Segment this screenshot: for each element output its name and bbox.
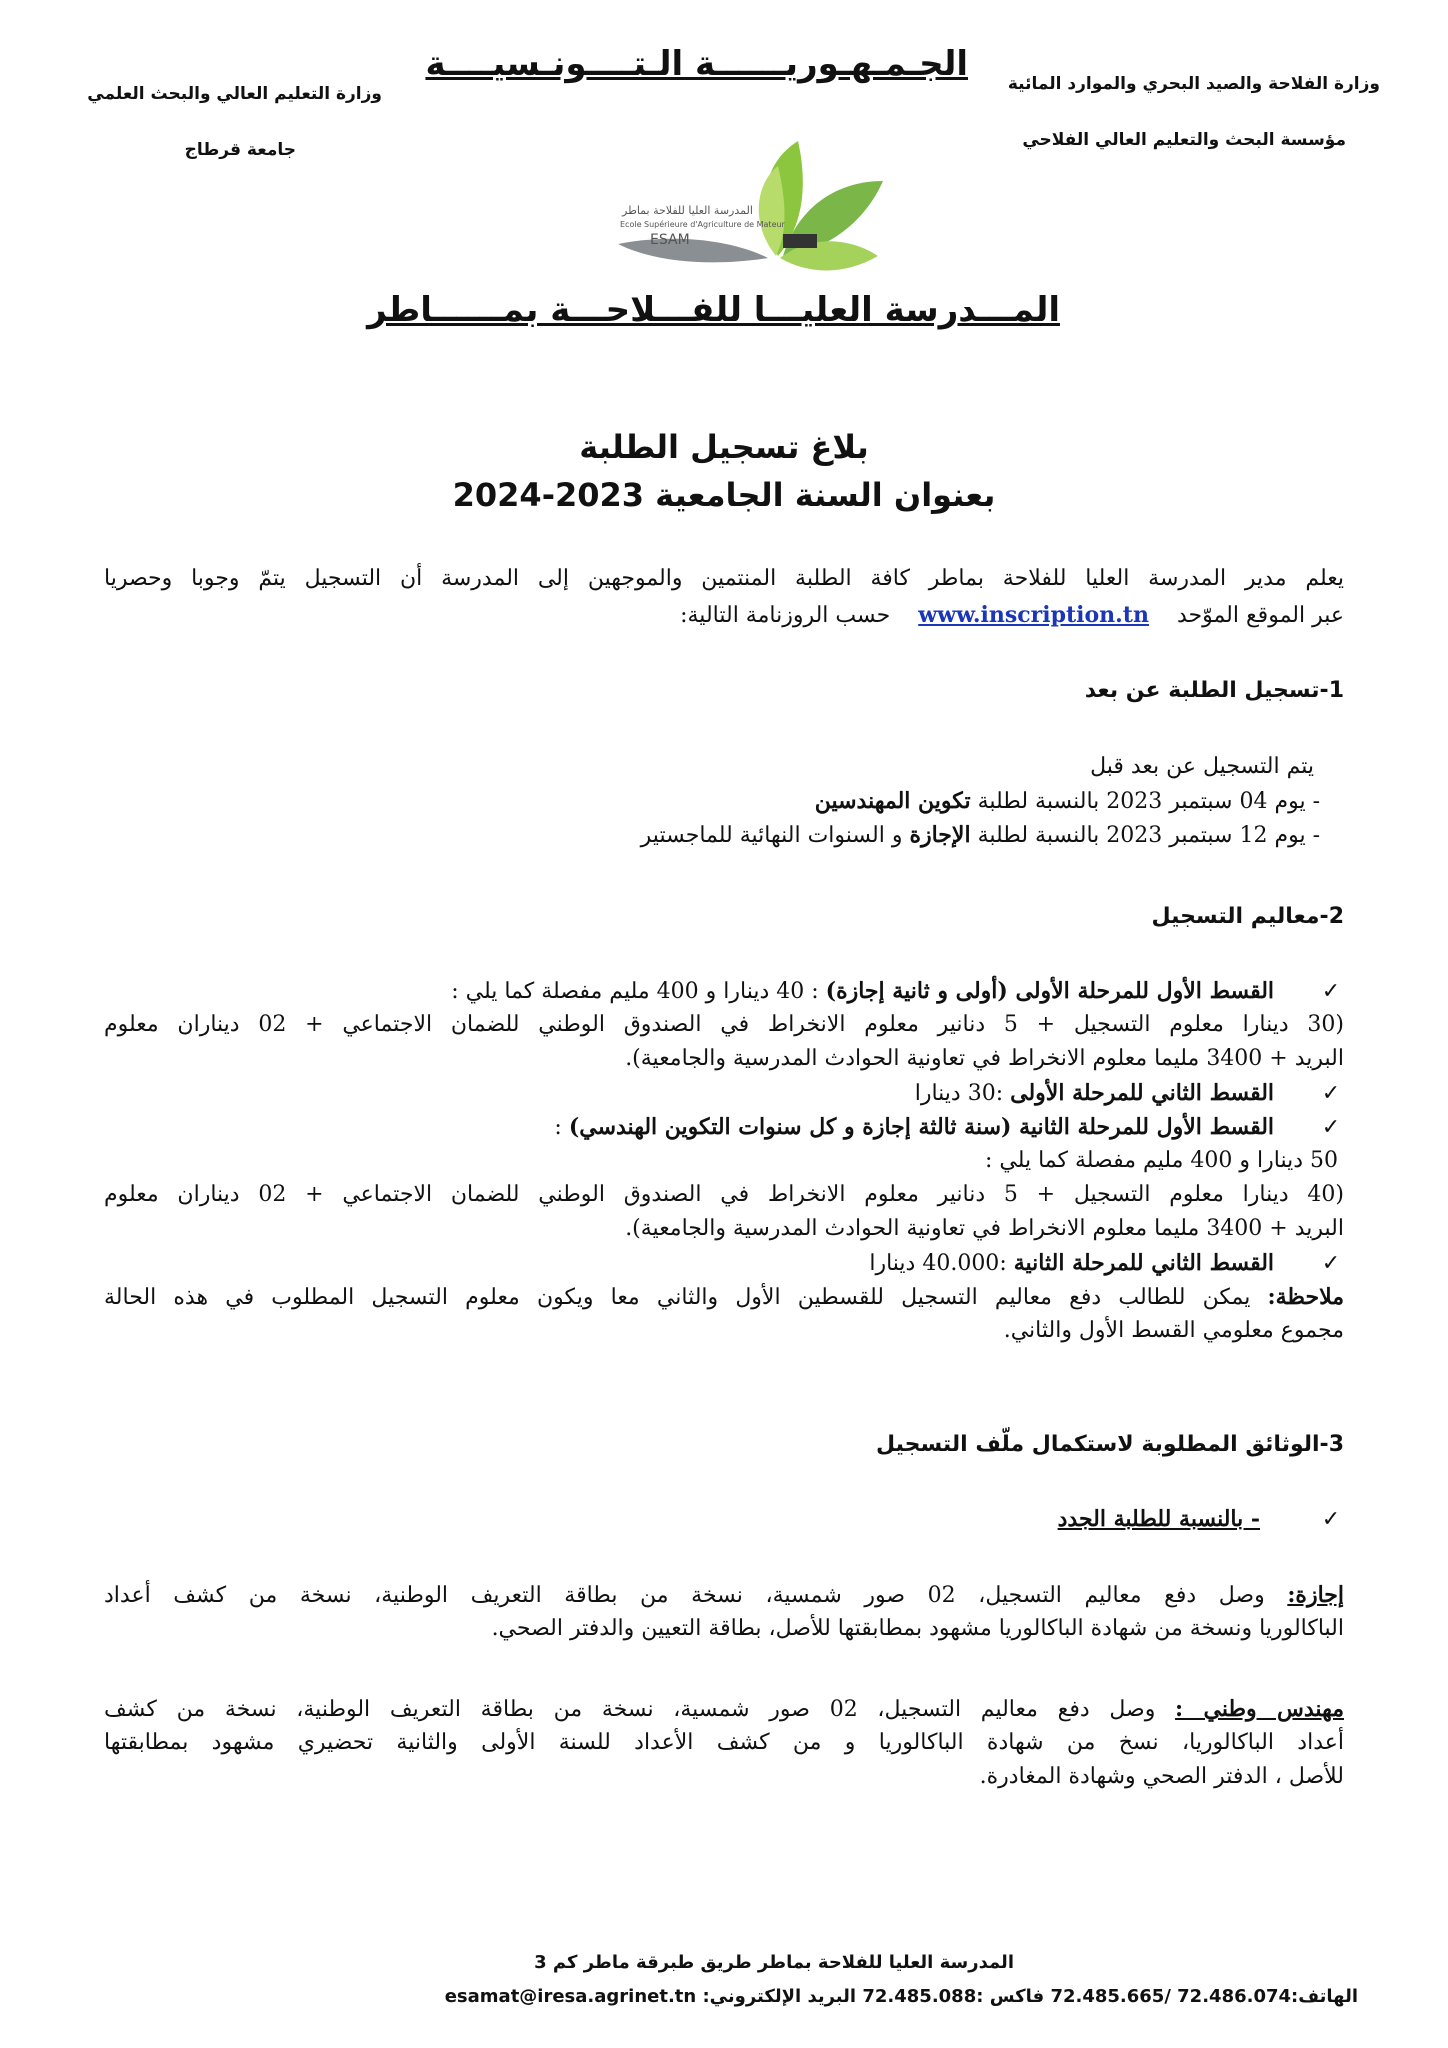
check-icon: ✓ — [1321, 1115, 1341, 1140]
inscription-link[interactable]: www.inscription.tn — [918, 602, 1149, 628]
item-1-bold: تكوين المهندسين — [814, 788, 971, 814]
installment-2 — [915, 1076, 1346, 1111]
republic-title: الجـمـهـوريــــــة الـتــــونـسيــــة — [425, 44, 968, 84]
installment-4-label: القسط الثاني للمرحلة الثانية — [1013, 1250, 1275, 1276]
intro-line-2 — [680, 598, 1344, 633]
engineer-line-3: للأصل ، الدفتر الصحي وشهادة المغادرة. — [979, 1764, 1344, 1789]
installment-3-detail-1: (40 دينارا معلوم التسجيل + 5 دنانير معلوم الانخراط في الصندوق الوطني للضمان الاجتماعي + 02 ديناران معلوم — [104, 1182, 1345, 1207]
installment-3-amount: 50 دينارا و 400 مليم مفصلة كما يلي : — [984, 1148, 1338, 1173]
school-logo — [608, 126, 908, 276]
licence-text-1: وصل دفع معاليم التسجيل، 02 صور شمسية، نسخة من بطاقة التعريف الوطنية، نسخة من كشف أعداد — [104, 1583, 1265, 1608]
section-2-heading: 2-معاليم التسجيل — [1151, 904, 1344, 929]
notice-title: بلاغ تسجيل الطلبة — [579, 428, 869, 466]
section-1-lead: يتم التسجيل عن بعد قبل — [1090, 754, 1314, 779]
check-icon: ✓ — [1321, 1081, 1341, 1106]
installment-3-detail-2: البريد + 3400 مليما معلوم الانخراط في تعاونية الحوادث المدرسية والجامعية). — [625, 1216, 1344, 1241]
section-1-item-1 — [815, 784, 1320, 819]
installment-2-amount: :30 دينارا — [914, 1081, 1004, 1106]
installment-1-amount: : 40 دينارا و 400 مليم مفصلة كما يلي : — [451, 979, 819, 1004]
check-icon: ✓ — [1321, 1251, 1341, 1276]
leaf-logo-icon — [608, 126, 908, 276]
engineer-line-2: أعداد الباكالوريا، نسخ من شهادة الباكالوريا و من كشف الأعداد للسنة الأولى والثانية تحضيري مشهود بمطابقتها — [104, 1730, 1344, 1755]
item-2-bold: الإجازة — [909, 822, 971, 848]
logo-text-ar: المدرسة العليا للفلاحة بماطر — [622, 204, 753, 217]
installment-1-detail-1: (30 دينارا معلوم التسجيل + 5 دنانير معلوم الانخراط في الصندوق الوطني للضمان الاجتماعي + 02 ديناران معلوم — [104, 1012, 1345, 1037]
logo-abbr: ESAM — [650, 232, 690, 248]
intro-text-b: حسب الروزنامة التالية: — [680, 603, 891, 628]
engineer-line-1 — [104, 1692, 1344, 1727]
licence-line-1 — [104, 1578, 1344, 1613]
footer-address: المدرسة العليا للفلاحة بماطر طريق طبرقة ماطر كم 3 — [534, 1952, 1014, 1973]
section-1-heading: 1-تسجيل الطلبة عن بعد — [1084, 678, 1344, 703]
installment-1-label: القسط الأول للمرحلة الأولى (أولى و ثانية إجازة) — [825, 978, 1275, 1004]
note-line-2: مجموع معلومي القسط الأول والثاني. — [1003, 1318, 1344, 1343]
item-2-text: - يوم 12 سبتمبر 2023 بالنسبة لطلبة — [977, 823, 1320, 848]
installment-1-detail-2: البريد + 3400 مليما معلوم الانخراط في تعاونية الحوادث المدرسية والجامعية). — [625, 1046, 1344, 1071]
licence-label: إجازة: — [1287, 1582, 1344, 1608]
school-title: المـــدرسة العليـــا للفـــلاحـــة بمــــــاطر — [367, 290, 1060, 330]
installment-3-colon: : — [554, 1115, 562, 1140]
section-1-item-2 — [641, 818, 1320, 853]
note-line-1 — [104, 1280, 1344, 1315]
logo-text-fr: Ecole Supérieure d'Agriculture de Mateur — [620, 220, 785, 229]
note-text: يمكن للطالب دفع معاليم التسجيل للقسطين الأول والثاني معا ويكون معلوم التسجيل المطلوب في هذه الحالة — [104, 1285, 1251, 1310]
installment-2-label: القسط الثاني للمرحلة الأولى — [1010, 1080, 1275, 1106]
installment-4 — [869, 1246, 1346, 1281]
check-icon: ✓ — [1321, 1507, 1341, 1532]
footer-contact: الهاتف:72.486.074 /72.485.665 فاكس :72.485.088 البريد الإلكتروني: esamat@iresa.agrinet.tn — [444, 1986, 1358, 2007]
section-3-heading: 3-الوثائق المطلوبة لاستكمال ملّف التسجيل — [876, 1432, 1344, 1457]
item-2-rest: و السنوات النهائية للماجستير — [640, 823, 903, 848]
installment-1 — [451, 974, 1346, 1009]
ministry-higher-education: وزارة التعليم العالي والبحث العلمي — [87, 84, 382, 104]
check-icon: ✓ — [1321, 979, 1341, 1004]
ministry-agriculture: وزارة الفلاحة والصيد البحري والموارد المائية — [1007, 74, 1380, 94]
university-label: جامعة قرطاج — [184, 140, 296, 160]
installment-3 — [554, 1110, 1346, 1145]
new-students-label: - بالنسبة للطلبة الجدد — [1057, 1506, 1261, 1532]
intro-line-1: يعلم مدير المدرسة العليا للفلاحة بماطر كافة الطلبة المنتمين والموجهين إلى المدرسة أن التسجيل يتمّ وجوبا وحصريا — [104, 566, 1344, 591]
item-1-text: - يوم 04 سبتمبر 2023 بالنسبة لطلبة — [977, 789, 1320, 814]
note-label: ملاحظة: — [1267, 1284, 1344, 1310]
notice-subtitle: بعنوان السنة الجامعية 2023-2024 — [452, 476, 996, 514]
intro-text-a: عبر الموقع الموّحد — [1176, 603, 1344, 628]
licence-line-2: الباكالوريا ونسخة من شهادة الباكالوريا مشهود بمطابقتها للأصل، بطاقة التعيين والدفتر الصحي. — [491, 1616, 1344, 1641]
engineer-label: مهندس وطني : — [1175, 1696, 1344, 1722]
iresa-label: مؤسسة البحث والتعليم العالي الفلاحي — [1022, 130, 1346, 150]
new-students-sub — [1058, 1502, 1346, 1537]
installment-3-label: القسط الأول للمرحلة الثانية (سنة ثالثة إجازة و كل سنوات التكوين الهندسي) — [568, 1114, 1275, 1140]
engineer-text-1: وصل دفع معاليم التسجيل، 02 صور شمسية، نسخة من بطاقة التعريف الوطنية، نسخة من كشف — [104, 1697, 1156, 1722]
installment-4-amount: :40.000 دينارا — [869, 1251, 1007, 1276]
